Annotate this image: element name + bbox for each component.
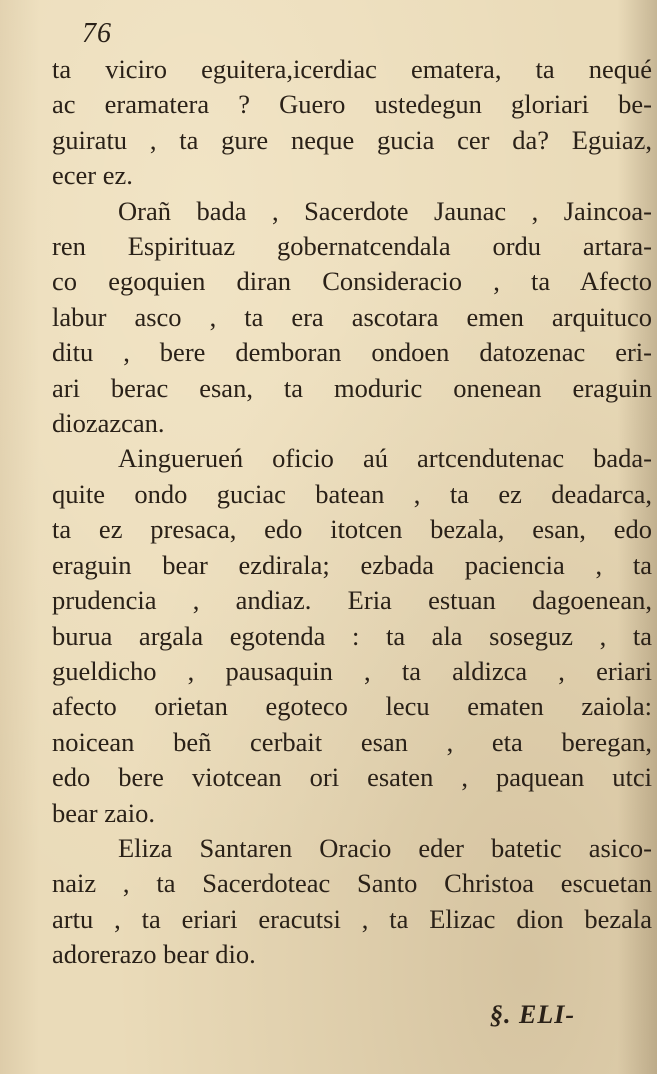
text-line: naiz , ta Sacerdoteac Santo Christoa escuetan xyxy=(52,868,652,899)
text-line: gueldicho , pausaquin , ta aldizca , eriari xyxy=(52,655,652,686)
text-line: adorerazo bear dio. xyxy=(52,939,256,970)
text-line: diozazcan. xyxy=(52,408,165,439)
text-line: Ainguerueń oficio aú artcendutenac bada- xyxy=(118,443,652,474)
text-line: co egoquien diran Consideracio , ta Afecto xyxy=(52,266,652,297)
text-line: ditu , bere demboran ondoen datozenac eri- xyxy=(52,337,652,368)
text-line: Eliza Santaren Oracio eder batetic asico- xyxy=(118,832,652,863)
body-text xyxy=(52,52,652,973)
page-number: 76 xyxy=(82,18,112,49)
text-line: quite ondo guciac batean , ta ez deadarca, xyxy=(52,478,652,509)
text-line: ren Espirituaz gobernatcendala ordu artara- xyxy=(52,231,652,262)
text-line: burua argala egotenda : ta ala soseguz , ta xyxy=(52,620,652,651)
text-line: edo bere viotcean ori esaten , paquean utci xyxy=(52,762,652,793)
text-line: afecto orietan egoteco lecu ematen zaiola: xyxy=(52,691,652,722)
text-line: artu , ta eriari eracutsi , ta Elizac dion bezala xyxy=(52,903,652,934)
text-line: guiratu , ta gure neque gucia cer da? Eguiaz, xyxy=(52,124,652,155)
text-line: noicean beñ cerbait esan , eta beregan, xyxy=(52,726,652,757)
text-line: Orañ bada , Sacerdote Jaunac , Jaincoa- xyxy=(118,195,652,226)
text-line: eraguin bear ezdirala; ezbada paciencia , ta xyxy=(52,549,652,580)
text-line: ecer ez. xyxy=(52,160,133,191)
text-line: prudencia , andiaz. Eria estuan dagoenean, xyxy=(52,585,652,616)
text-line: ta ez presaca, edo itotcen bezala, esan, edo xyxy=(52,514,652,545)
text-line: labur asco , ta era ascotara emen arquituco xyxy=(52,301,652,332)
text-line: ac eramatera ? Guero ustedegun gloriari be- xyxy=(52,89,652,120)
text-line: bear zaio. xyxy=(52,797,155,828)
text-line: ta viciro eguitera,icerdiac ematera, ta nequé xyxy=(52,54,652,84)
catchword: §. ELI- xyxy=(490,1000,575,1029)
text-line: ari berac esan, ta moduric onenean eraguin xyxy=(52,372,652,403)
